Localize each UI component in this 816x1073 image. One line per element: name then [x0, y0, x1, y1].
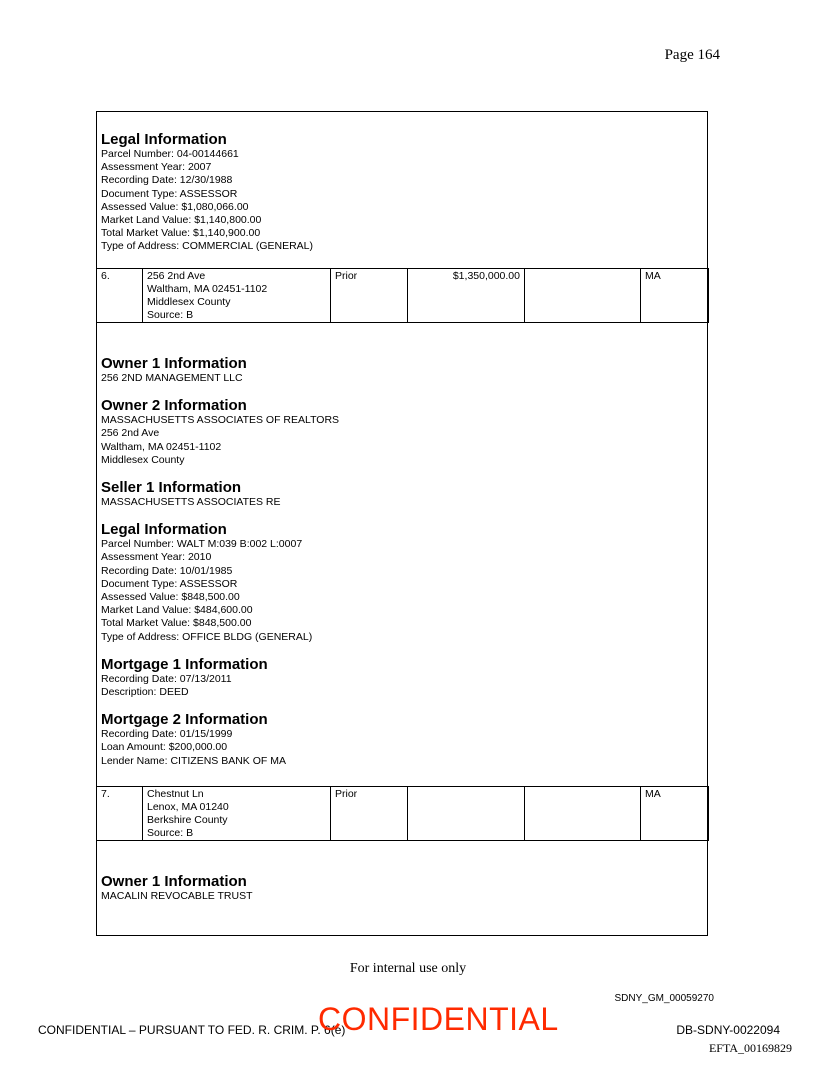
seller-1-section — [101, 479, 707, 509]
address-line: Waltham, MA 02451-1102 — [147, 283, 268, 295]
info-line: Loan Amount: $200,000.00 — [101, 741, 228, 754]
records-frame — [96, 111, 708, 936]
mortgage-1-title: Mortgage 1 Information — [101, 655, 268, 673]
info-line: Market Land Value: $484,600.00 — [101, 604, 253, 617]
info-line: Recording Date: 10/01/1985 — [101, 564, 233, 577]
owner-2-title: Owner 2 Information — [101, 397, 247, 415]
info-line: Total Market Value: $848,500.00 — [101, 617, 252, 630]
info-line: Document Type: ASSESSOR — [101, 577, 238, 590]
address-line: Middlesex County — [147, 296, 231, 308]
address-line: Lenox, MA 01240 — [147, 801, 229, 813]
owner-1-title: Owner 1 Information — [101, 873, 247, 890]
confidential-stamp: CONFIDENTIAL — [318, 1001, 559, 1037]
legal-info-title: Legal Information — [101, 131, 227, 148]
legal-info-lines — [101, 148, 707, 254]
property-row-7 — [96, 786, 709, 841]
info-line: Assessed Value: $848,500.00 — [101, 591, 240, 604]
mortgage-2-title: Mortgage 2 Information — [101, 711, 268, 729]
property-row-6 — [96, 268, 709, 323]
owner-2-section — [101, 397, 707, 467]
info-line: Recording Date: 12/30/1988 — [101, 174, 233, 187]
info-line: 256 2nd Ave — [101, 427, 160, 440]
page-number: Page 164 — [664, 47, 720, 63]
info-line: Type of Address: OFFICE BLDG (GENERAL) — [101, 630, 313, 643]
info-line: Assessment Year: 2010 — [101, 551, 212, 564]
row-status: Prior — [331, 269, 408, 323]
info-line: Assessment Year: 2007 — [101, 161, 212, 174]
info-line: Recording Date: 07/13/2011 — [101, 672, 232, 685]
info-line: MACALIN REVOCABLE TRUST — [101, 890, 253, 902]
info-line: MASSACHUSETTS ASSOCIATES OF REALTORS — [101, 414, 340, 427]
info-line: Document Type: ASSESSOR — [101, 187, 238, 200]
row-state: MA — [641, 269, 709, 323]
row-state: MA — [641, 787, 709, 841]
legal-info-section-1 — [97, 112, 707, 268]
row-address — [143, 787, 331, 841]
efta-bates-id: EFTA_00169829 — [708, 1041, 792, 1055]
row-extra — [525, 787, 641, 841]
info-line: Lender Name: CITIZENS BANK OF MA — [101, 754, 286, 767]
mortgage-1-section — [101, 656, 707, 699]
info-line: 256 2ND MANAGEMENT LLC — [101, 372, 243, 384]
legal-info-title: Legal Information — [101, 521, 227, 539]
row-index: 7. — [97, 787, 143, 841]
owner-1-title: Owner 1 Information — [101, 355, 247, 372]
row-index: 6. — [97, 269, 143, 323]
info-line: Type of Address: COMMERCIAL (GENERAL) — [101, 240, 314, 253]
address-line: Source: B — [147, 827, 194, 839]
row-extra — [525, 269, 641, 323]
property-6-details — [97, 323, 707, 786]
legal-info-section-2 — [101, 521, 707, 644]
row-address — [143, 269, 331, 323]
confidential-notice: CONFIDENTIAL – PURSUANT TO FED. R. CRIM. P. 6(e) — [38, 1023, 346, 1037]
address-line: Berkshire County — [147, 814, 228, 826]
owner-1-section — [101, 355, 707, 385]
info-line: Total Market Value: $1,140,900.00 — [101, 227, 261, 240]
internal-use-notice: For internal use only — [349, 961, 467, 976]
address-line: Source: B — [147, 309, 194, 321]
row-status: Prior — [331, 787, 408, 841]
info-line: Parcel Number: WALT M:039 B:002 L:0007 — [101, 538, 303, 551]
sdny-bates-id: SDNY_GM_00059270 — [614, 993, 714, 1004]
info-line: Description: DEED — [101, 686, 189, 699]
info-line: Market Land Value: $1,140,800.00 — [101, 214, 262, 227]
info-line: Middlesex County — [101, 453, 185, 466]
address-line: Chestnut Ln — [147, 788, 204, 800]
info-line: Recording Date: 01/15/1999 — [101, 728, 233, 741]
info-line: Waltham, MA 02451-1102 — [101, 440, 222, 453]
mortgage-2-section — [101, 711, 707, 768]
property-7-details — [97, 841, 707, 903]
info-line: Parcel Number: 04-00144661 — [101, 148, 239, 160]
info-line: MASSACHUSETTS ASSOCIATES RE — [101, 496, 281, 509]
row-price — [408, 787, 525, 841]
address-line: 256 2nd Ave — [147, 270, 206, 282]
seller-1-title: Seller 1 Information — [101, 479, 242, 497]
db-bates-id: DB-SDNY-0022094 — [676, 1023, 780, 1037]
info-line: Assessed Value: $1,080,066.00 — [101, 200, 249, 213]
row-price: $1,350,000.00 — [408, 269, 525, 323]
